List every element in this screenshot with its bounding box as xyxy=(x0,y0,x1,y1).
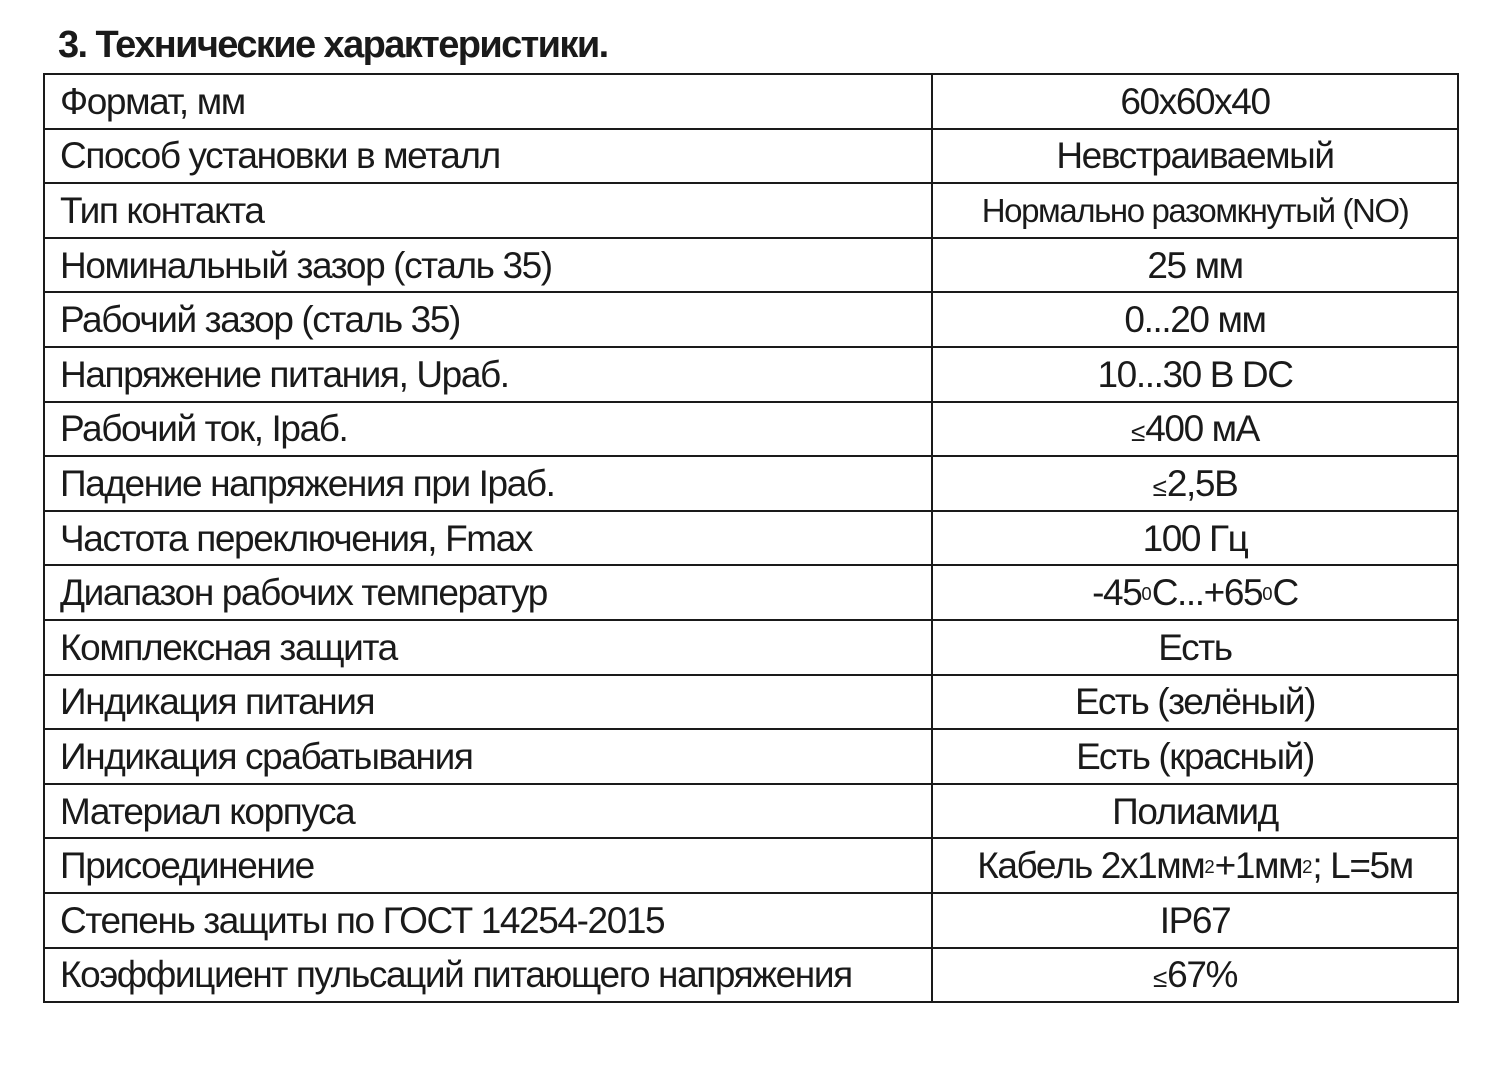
param-value: Невстраиваемый xyxy=(932,129,1458,184)
table-row xyxy=(44,183,1458,238)
table-row xyxy=(44,74,1458,129)
table-row xyxy=(44,565,1458,620)
square-superscript: 2 xyxy=(1204,855,1215,877)
value-text: Кабель 2х1мм xyxy=(977,845,1205,887)
param-name: Формат, мм xyxy=(44,74,932,129)
table-row xyxy=(44,347,1458,402)
param-value: 60x60x40 xyxy=(932,74,1458,129)
param-value: Нормально разомкнутый (NO) xyxy=(932,183,1458,238)
param-name: Индикация питания xyxy=(44,675,932,730)
param-value xyxy=(932,565,1458,620)
param-value: 25 мм xyxy=(932,238,1458,293)
param-value: Есть (красный) xyxy=(932,729,1458,784)
less-or-equal-sign: ≤ xyxy=(1152,473,1167,502)
param-value xyxy=(932,838,1458,893)
value-text: C...+65 xyxy=(1151,572,1263,614)
less-or-equal-sign: ≤ xyxy=(1152,965,1168,994)
value-text: +1мм xyxy=(1214,845,1303,887)
table-row xyxy=(44,948,1458,1003)
param-name: Индикация срабатывания xyxy=(44,729,932,784)
table-row xyxy=(44,292,1458,347)
param-name: Напряжение питания, Uраб. xyxy=(44,347,932,402)
section-title: 3. Технические характеристики. xyxy=(58,24,608,66)
param-name: Степень защиты по ГОСТ 14254-2015 xyxy=(44,893,932,948)
value-text: C xyxy=(1272,572,1298,614)
degree-superscript: 0 xyxy=(1262,582,1273,604)
table-row xyxy=(44,402,1458,457)
param-name: Присоединение xyxy=(44,838,932,893)
param-value: 10...30 В DC xyxy=(932,347,1458,402)
param-value: 0...20 мм xyxy=(932,292,1458,347)
param-name: Падение напряжения при Iраб. xyxy=(44,456,932,511)
param-name: Диапазон рабочих температур xyxy=(44,565,932,620)
value-text: -45 xyxy=(1092,572,1142,614)
table-row xyxy=(44,729,1458,784)
param-value: Полиамид xyxy=(932,784,1458,839)
table-row xyxy=(44,620,1458,675)
param-value xyxy=(932,948,1458,1003)
table-row xyxy=(44,675,1458,730)
param-value xyxy=(932,402,1458,457)
less-or-equal-sign: ≤ xyxy=(1131,419,1146,448)
param-value: 100 Гц xyxy=(932,511,1458,566)
param-name: Способ установки в металл xyxy=(44,129,932,184)
value-text: 67% xyxy=(1167,954,1238,996)
table-row xyxy=(44,238,1458,293)
param-name: Частота переключения, Fmax xyxy=(44,511,932,566)
table-row xyxy=(44,838,1458,893)
param-name: Рабочий зазор (сталь 35) xyxy=(44,292,932,347)
param-value xyxy=(932,456,1458,511)
param-name: Рабочий ток, Iраб. xyxy=(44,402,932,457)
square-superscript: 2 xyxy=(1302,855,1313,877)
param-name: Номинальный зазор (сталь 35) xyxy=(44,238,932,293)
param-value: IP67 xyxy=(932,893,1458,948)
degree-superscript: 0 xyxy=(1141,582,1152,604)
param-name: Материал корпуса xyxy=(44,784,932,839)
param-value: Есть xyxy=(932,620,1458,675)
value-text: 400 мА xyxy=(1145,408,1259,450)
table-row xyxy=(44,784,1458,839)
table-row xyxy=(44,129,1458,184)
table-row xyxy=(44,511,1458,566)
value-text: ; L=5м xyxy=(1312,845,1413,887)
param-name: Тип контакта xyxy=(44,183,932,238)
param-value: Есть (зелёный) xyxy=(932,675,1458,730)
table-row xyxy=(44,456,1458,511)
value-text: 2,5В xyxy=(1166,462,1238,504)
specifications-table xyxy=(43,73,1459,1003)
param-name: Комплексная защита xyxy=(44,620,932,675)
table-row xyxy=(44,893,1458,948)
param-name: Коэффициент пульсаций питающего напряжения xyxy=(44,948,932,1003)
